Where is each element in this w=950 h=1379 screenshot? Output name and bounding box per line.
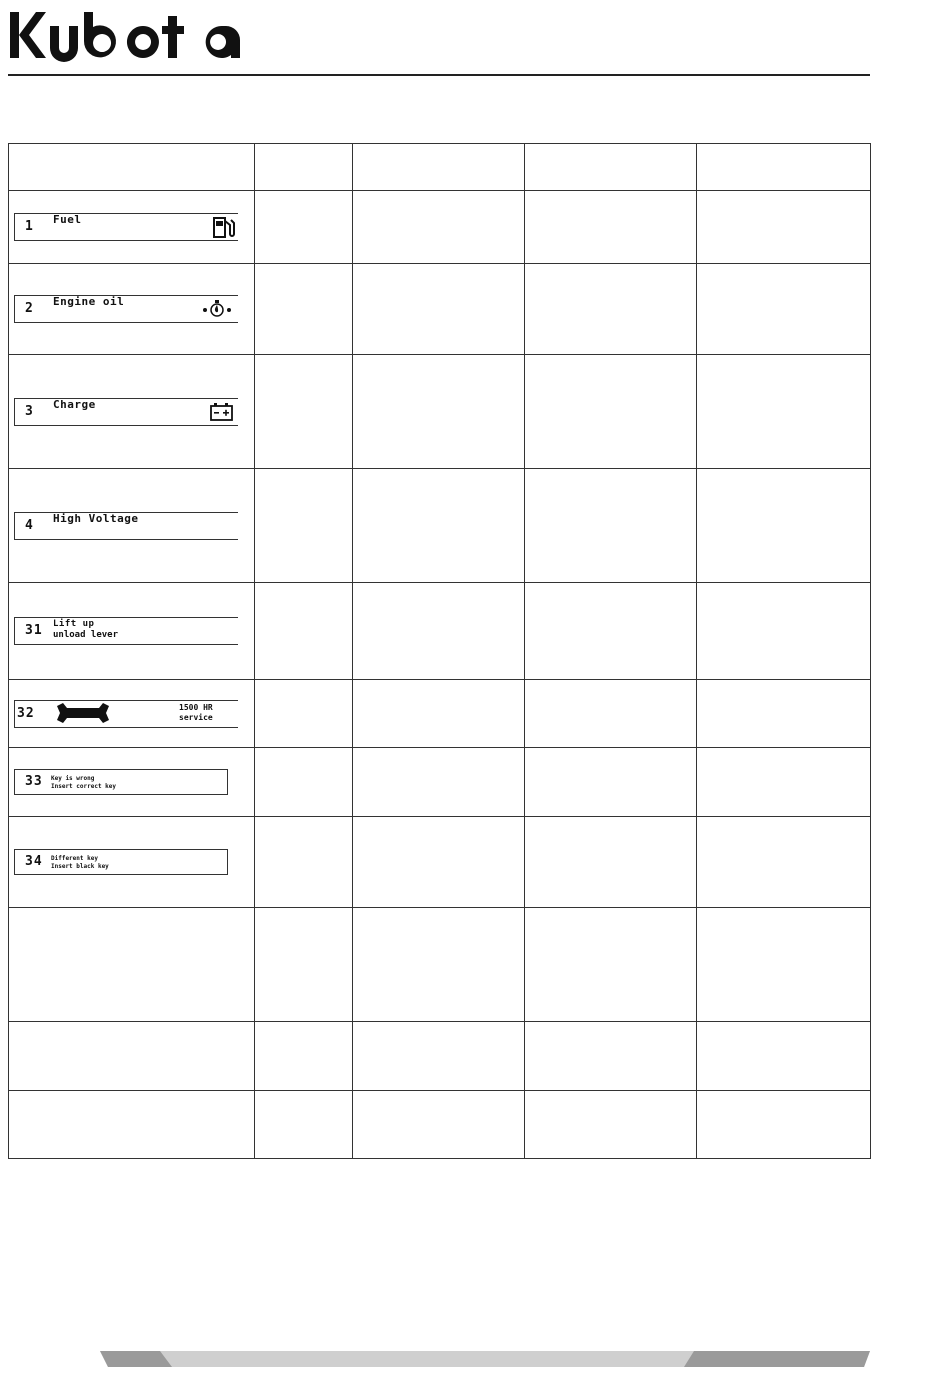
display-cell [9, 817, 255, 908]
display-cell [9, 748, 255, 817]
cell [255, 583, 353, 680]
header-cell [525, 144, 697, 191]
fuel-pump-icon [212, 215, 236, 239]
cell [353, 264, 525, 355]
cell [353, 908, 525, 1022]
cell [353, 1091, 525, 1159]
lcd-display-high-voltage [14, 512, 238, 540]
lcd-display-different-key [14, 849, 228, 875]
cell [353, 583, 525, 680]
cell [525, 583, 697, 680]
display-cell [9, 469, 255, 583]
table-row [9, 583, 871, 680]
display-message: Charge [53, 397, 96, 411]
cell [697, 908, 871, 1022]
display-cell [9, 680, 255, 748]
cell [525, 680, 697, 748]
table-row [9, 1022, 871, 1091]
cell [525, 817, 697, 908]
battery-icon [210, 403, 234, 421]
cell [255, 264, 353, 355]
cell [697, 1091, 871, 1159]
lcd-display-lift-up [14, 617, 238, 645]
cell [697, 680, 871, 748]
display-cell [9, 355, 255, 469]
cell [353, 355, 525, 469]
oil-can-icon [202, 299, 232, 319]
cell [697, 1022, 871, 1091]
cell [697, 583, 871, 680]
cell [697, 748, 871, 817]
lcd-display-charge [14, 398, 238, 426]
cell [255, 817, 353, 908]
table-row [9, 748, 871, 817]
cell [525, 469, 697, 583]
cell [255, 1091, 353, 1159]
cell [525, 355, 697, 469]
display-message: Engine oil [53, 295, 125, 308]
cell [255, 748, 353, 817]
cell [525, 908, 697, 1022]
lcd-display-engine-oil [14, 295, 238, 323]
lcd-display-fuel [14, 213, 238, 241]
cell [697, 469, 871, 583]
table-row [9, 191, 871, 264]
cell [697, 817, 871, 908]
display-message: High Voltage [53, 511, 139, 525]
cell [525, 264, 697, 355]
table-row [9, 680, 871, 748]
header-cell [255, 144, 353, 191]
display-message-line2: unload lever [53, 630, 119, 640]
cell [255, 469, 353, 583]
cell [255, 1022, 353, 1091]
display-cell [9, 191, 255, 264]
cell [255, 355, 353, 469]
table-row [9, 469, 871, 583]
display-code: 32 [17, 705, 35, 721]
cell [9, 1091, 255, 1159]
alarm-table [8, 143, 871, 1159]
display-code: 31 [25, 623, 43, 638]
display-message: 1500 HR [179, 702, 213, 712]
header-cell [353, 144, 525, 191]
cell [353, 191, 525, 264]
cell [9, 908, 255, 1022]
cell [9, 1022, 255, 1091]
header-cell [9, 144, 255, 191]
lcd-display-key-wrong [14, 769, 228, 795]
header-row [9, 144, 871, 191]
cell [255, 908, 353, 1022]
wrench-icon [55, 702, 111, 724]
display-message-line2: Insert correct key [51, 783, 117, 790]
cell [525, 1091, 697, 1159]
kubota-logo [10, 8, 242, 62]
cell [255, 191, 353, 264]
display-code: 34 [25, 854, 43, 869]
display-code: 2 [25, 301, 34, 316]
table-row [9, 1091, 871, 1159]
cell [525, 748, 697, 817]
cell [255, 680, 353, 748]
display-code: 4 [25, 517, 34, 533]
display-code: 3 [25, 403, 34, 419]
header-rule [8, 74, 870, 76]
display-cell [9, 264, 255, 355]
display-message: Key is wrong [51, 775, 95, 782]
display-cell [9, 583, 255, 680]
header-cell [697, 144, 871, 191]
display-message-line2: service [179, 712, 213, 722]
lcd-display-service [14, 700, 238, 728]
display-message-line2: Insert black key [51, 863, 109, 870]
display-message: Different key [51, 855, 98, 862]
display-message: Lift up [53, 619, 95, 629]
cell [353, 469, 525, 583]
cell [697, 355, 871, 469]
display-code: 1 [25, 219, 34, 234]
table-row [9, 817, 871, 908]
cell [697, 191, 871, 264]
table-row [9, 908, 871, 1022]
cell [353, 817, 525, 908]
cell [353, 1022, 525, 1091]
footer-bar [100, 1349, 870, 1369]
cell [353, 680, 525, 748]
table-row [9, 264, 871, 355]
display-message: Fuel [53, 213, 82, 226]
display-code: 33 [25, 774, 43, 789]
table-row [9, 355, 871, 469]
cell [525, 191, 697, 264]
cell [353, 748, 525, 817]
cell [697, 264, 871, 355]
cell [525, 1022, 697, 1091]
